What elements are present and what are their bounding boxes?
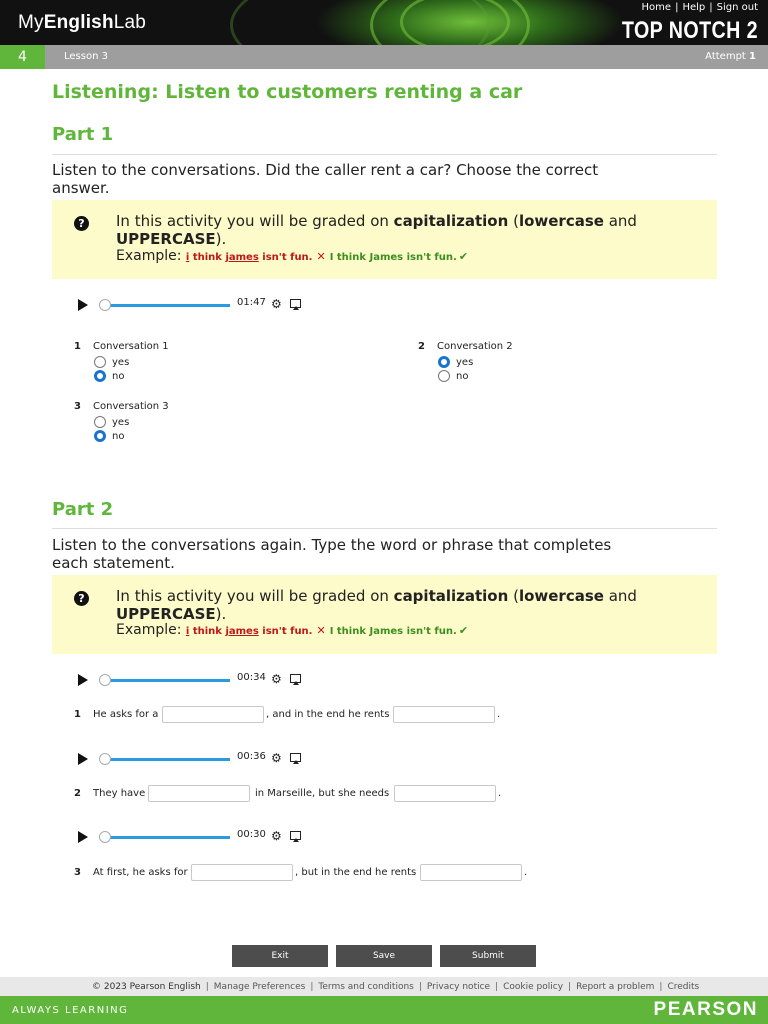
airplay-icon[interactable] bbox=[290, 674, 301, 683]
privacy-link[interactable]: Privacy notice bbox=[426, 981, 491, 992]
sentence-part: At first, he asks for bbox=[93, 867, 188, 878]
attempt-label: Attempt bbox=[705, 51, 746, 62]
q1-option-yes[interactable]: yes bbox=[94, 356, 129, 368]
play-icon[interactable] bbox=[78, 753, 88, 765]
gear-icon[interactable]: ⚙ bbox=[271, 751, 282, 765]
item3-blank2-input[interactable] bbox=[420, 864, 522, 881]
question-icon: ? bbox=[74, 216, 89, 231]
help-link[interactable]: Help bbox=[682, 2, 706, 13]
radio-button[interactable] bbox=[438, 370, 450, 382]
audio-player-item1 bbox=[76, 672, 316, 688]
part1-instructions: Listen to the conversations. Did the caller rent a car? Choose the correct answer. bbox=[52, 161, 599, 197]
play-icon[interactable] bbox=[78, 674, 88, 686]
radio-button-selected[interactable] bbox=[94, 370, 106, 382]
gear-icon[interactable]: ⚙ bbox=[271, 672, 282, 686]
sentence-end: . bbox=[498, 788, 502, 799]
myenglishlab-logo[interactable] bbox=[0, 0, 172, 45]
part1-grading-notice bbox=[52, 200, 717, 279]
part1-divider bbox=[52, 154, 717, 155]
sentence-part: , but in the end he rents bbox=[295, 867, 417, 878]
question-label: Conversation 3 bbox=[93, 401, 169, 412]
item-number: 2 bbox=[74, 788, 81, 799]
grading-notice-text: In this activity you will be graded on capitalization (lowercase and UPPERCASE). bbox=[116, 212, 637, 248]
airplay-icon[interactable] bbox=[290, 299, 301, 308]
grading-notice-text: In this activity you will be graded on capitalization (lowercase and UPPERCASE). bbox=[116, 587, 637, 623]
airplay-icon[interactable] bbox=[290, 753, 301, 762]
pearson-logo: PEARSON bbox=[653, 999, 758, 1020]
lesson-bar bbox=[0, 45, 768, 69]
airplay-icon[interactable] bbox=[290, 831, 301, 840]
item3-blank1-input[interactable] bbox=[191, 864, 293, 881]
footer: © 2023 Pearson English | Manage Preferences | Terms and conditions | Privacy notice | Cookie policy | Report a problem | Credits bbox=[0, 977, 768, 996]
question-2 bbox=[418, 341, 718, 391]
attempt-indicator bbox=[705, 45, 756, 69]
play-icon[interactable] bbox=[78, 831, 88, 843]
audio-duration: 00:34 bbox=[237, 672, 266, 683]
part2-grading-notice bbox=[52, 575, 717, 654]
sentence-part: in Marseille, but she needs bbox=[255, 788, 390, 799]
unit-number: 4 bbox=[0, 45, 45, 69]
radio-button-selected[interactable] bbox=[94, 430, 106, 442]
audio-progress-track[interactable] bbox=[102, 758, 230, 761]
fill-item-2 bbox=[74, 785, 534, 803]
q3-option-yes[interactable]: yes bbox=[94, 416, 129, 428]
radio-button-selected[interactable] bbox=[438, 356, 450, 368]
header bbox=[0, 0, 768, 45]
course-brand: TOP NOTCH 2 bbox=[621, 17, 758, 44]
fill-item-3 bbox=[74, 864, 534, 882]
credits-link[interactable]: Credits bbox=[667, 981, 700, 992]
correct-example: I think James isn't fun. bbox=[329, 626, 457, 637]
incorrect-example: i think james isn't fun. bbox=[185, 252, 313, 263]
sentence-part: He asks for a bbox=[93, 709, 159, 720]
q3-option-no[interactable]: no bbox=[94, 430, 124, 442]
question-number: 1 bbox=[74, 341, 81, 352]
save-button[interactable]: Save bbox=[336, 945, 432, 967]
fill-item-1 bbox=[74, 706, 534, 724]
logo-text-lab: Lab bbox=[113, 11, 147, 33]
logo-text-my: My bbox=[18, 11, 44, 33]
part1-heading: Part 1 bbox=[52, 124, 114, 145]
pearson-bar bbox=[0, 996, 768, 1024]
grading-example: Example: i think james isn't fun. ✕ I think James isn't fun. ✔ bbox=[116, 248, 469, 264]
item2-blank2-input[interactable] bbox=[394, 785, 496, 802]
audio-scrubber-handle[interactable] bbox=[99, 753, 111, 765]
audio-scrubber-handle[interactable] bbox=[99, 299, 111, 311]
question-number: 2 bbox=[418, 341, 425, 352]
sentence-end: . bbox=[524, 867, 528, 878]
check-icon: ✔ bbox=[458, 624, 469, 637]
question-1 bbox=[74, 341, 374, 391]
part2-instructions: Listen to the conversations again. Type the word or phrase that completes each statement. bbox=[52, 536, 612, 572]
q1-option-no[interactable]: no bbox=[94, 370, 124, 382]
part2-heading: Part 2 bbox=[52, 499, 114, 520]
item2-blank1-input[interactable] bbox=[148, 785, 250, 802]
always-learning-tagline: ALWAYS LEARNING bbox=[12, 1005, 129, 1016]
audio-duration: 01:47 bbox=[237, 297, 266, 308]
submit-button[interactable]: Submit bbox=[440, 945, 536, 967]
audio-player-part1 bbox=[76, 297, 316, 313]
item-number: 3 bbox=[74, 867, 81, 878]
radio-button[interactable] bbox=[94, 356, 106, 368]
sentence-end: . bbox=[497, 709, 501, 720]
audio-progress-track[interactable] bbox=[102, 304, 230, 307]
play-icon[interactable] bbox=[78, 299, 88, 311]
sentence-part: They have bbox=[93, 788, 146, 799]
audio-duration: 00:30 bbox=[237, 829, 266, 840]
question-number: 3 bbox=[74, 401, 81, 412]
audio-progress-track[interactable] bbox=[102, 679, 230, 682]
home-link[interactable]: Home bbox=[641, 2, 672, 13]
q2-option-yes[interactable]: yes bbox=[438, 356, 473, 368]
cookie-policy-link[interactable]: Cookie policy bbox=[503, 981, 564, 992]
grading-example: Example: i think james isn't fun. ✕ I think James isn't fun. ✔ bbox=[116, 622, 469, 638]
report-problem-link[interactable]: Report a problem bbox=[576, 981, 655, 992]
incorrect-example: i think james isn't fun. bbox=[185, 626, 313, 637]
correct-example: I think James isn't fun. bbox=[329, 252, 457, 263]
question-label: Conversation 1 bbox=[93, 341, 169, 352]
q2-option-no[interactable]: no bbox=[438, 370, 468, 382]
terms-link[interactable]: Terms and conditions bbox=[318, 981, 414, 992]
sign-out-link[interactable]: Sign out bbox=[716, 2, 758, 13]
audio-progress-track[interactable] bbox=[102, 836, 230, 839]
attempt-number: 1 bbox=[749, 51, 756, 62]
cross-icon: ✕ bbox=[316, 624, 326, 637]
question-icon: ? bbox=[74, 591, 89, 606]
radio-button[interactable] bbox=[94, 416, 106, 428]
audio-player-item2 bbox=[76, 751, 316, 767]
top-links: Home | Help | Sign out bbox=[641, 2, 758, 13]
check-icon: ✔ bbox=[458, 250, 469, 263]
page-title: Listening: Listen to customers renting a car bbox=[52, 81, 523, 103]
item-number: 1 bbox=[74, 709, 81, 720]
manage-preferences-link[interactable]: Manage Preferences bbox=[213, 981, 306, 992]
audio-player-item3 bbox=[76, 829, 316, 845]
item1-blank1-input[interactable] bbox=[162, 706, 264, 723]
audio-scrubber-handle[interactable] bbox=[99, 674, 111, 686]
exit-button[interactable]: Exit bbox=[232, 945, 328, 967]
item1-blank2-input[interactable] bbox=[393, 706, 495, 723]
copyright: © 2023 Pearson English bbox=[92, 981, 201, 992]
audio-duration: 00:36 bbox=[237, 751, 266, 762]
audio-scrubber-handle[interactable] bbox=[99, 831, 111, 843]
logo-text-english: English bbox=[43, 11, 114, 33]
lesson-name: Lesson 3 bbox=[64, 51, 108, 62]
question-label: Conversation 2 bbox=[437, 341, 513, 352]
question-3 bbox=[74, 401, 374, 451]
gear-icon[interactable]: ⚙ bbox=[271, 297, 282, 311]
sentence-part: , and in the end he rents bbox=[266, 709, 390, 720]
cross-icon: ✕ bbox=[316, 250, 326, 263]
gear-icon[interactable]: ⚙ bbox=[271, 829, 282, 843]
part2-divider bbox=[52, 528, 717, 529]
